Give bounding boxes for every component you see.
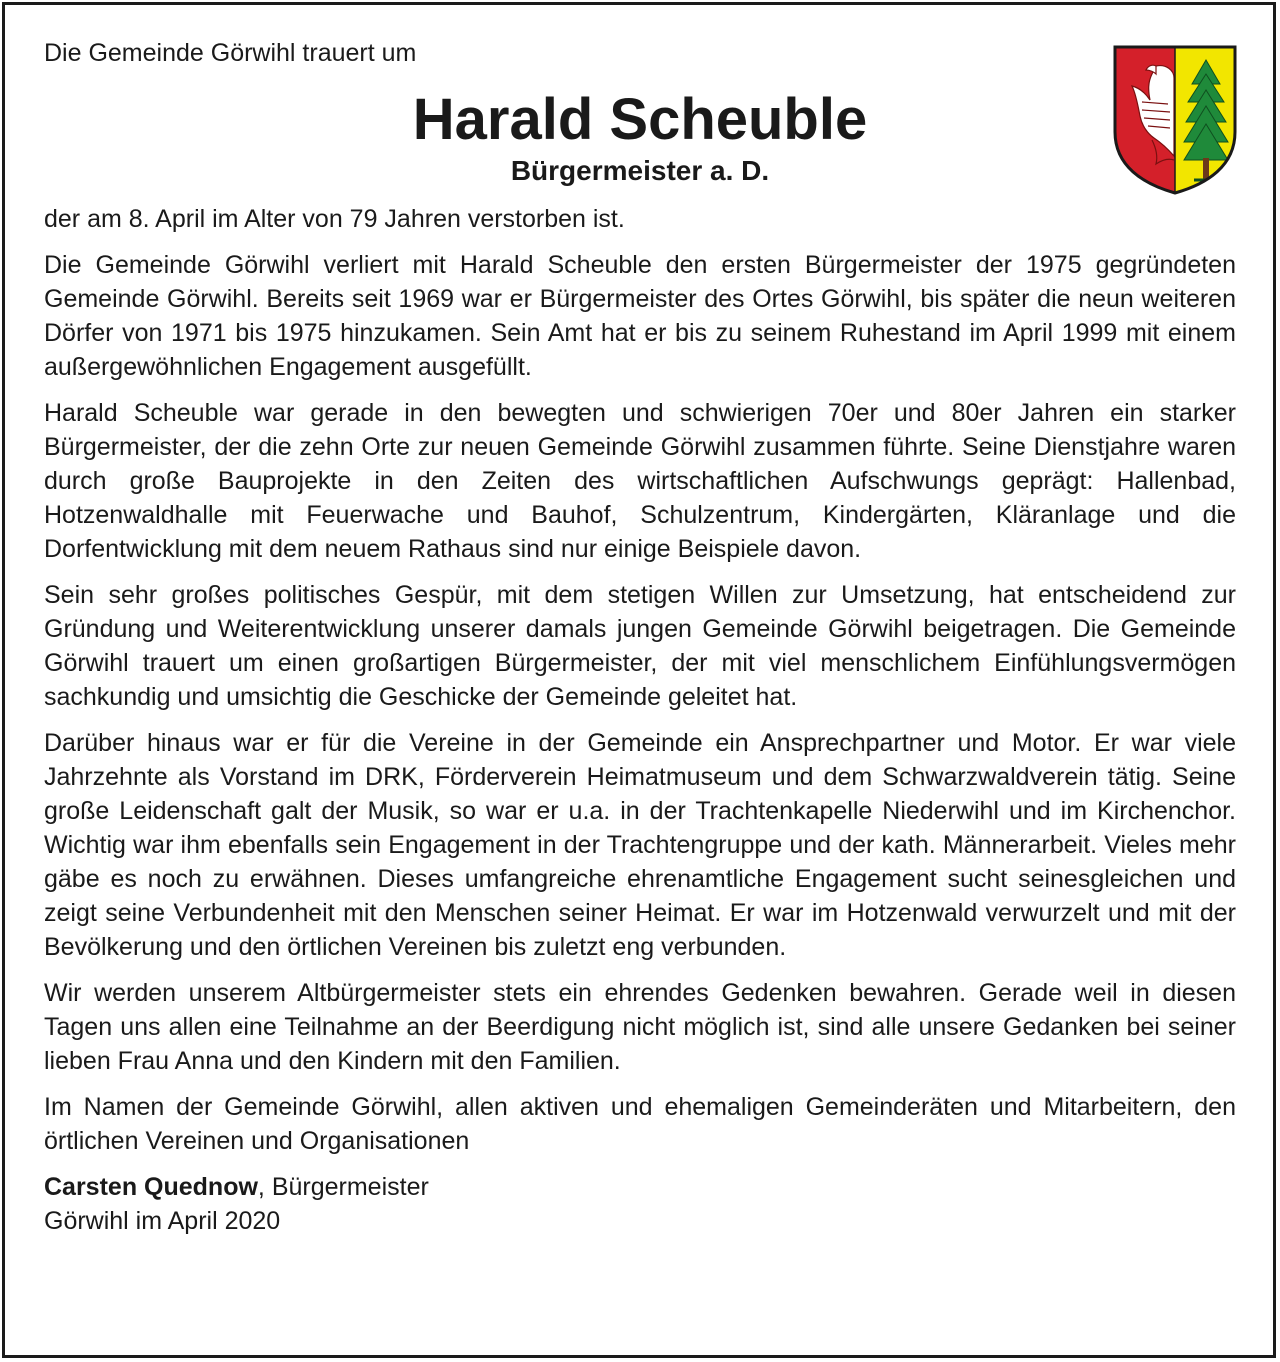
signature-block (44, 1170, 1236, 1238)
place-date: Görwihl im April 2020 (44, 1207, 281, 1235)
paragraph: Sein sehr großes politisches Gespür, mit dem stetigen Willen zur Umsetzung, hat entscheidend zur Gründung und Weiterentwicklung unserer damals jungen Gemeinde Görwihl beigetragen. Die Gemeinde Görwihl trauert um einen großartigen Bürgermeister, der mit viel menschlichem Einfühlungsvermögen sachkundig und umsichtig die Geschicke der Gemeinde geleitet hat. (44, 581, 1236, 711)
signer-title: , Bürgermeister (257, 1173, 429, 1201)
signer-name: Carsten Quednow (44, 1173, 258, 1201)
paragraph: Darüber hinaus war er für die Vereine in der Gemeinde ein Ansprechpartner und Motor. Er war viele Jahrzehnte als Vorstand im DRK, Förderverein Heimatmuseum und dem Schwarzwaldverein tätig. Seine große Leidenschaft galt der Musik, so war er u.a. in der Trachtenkapelle Niederwihl und im Kirchenchor. Wichtig war ihm ebenfalls sein Engagement in der Trachtengruppe und der kath. Männerarbeit. Vieles mehr gäbe es noch zu erwähnen. Dieses umfangreiche ehrenamtliche Engagement sucht seinesgleichen und zeigt seine Verbundenheit mit den Menschen seiner Heimat. Er war im Hotzenwald verwurzelt und mit der Bevölkerung und den örtlichen Vereinen bis zuletzt eng verbunden. (44, 729, 1236, 961)
paragraph: Wir werden unserem Altbürgermeister stets ein ehrendes Gedenken bewahren. Gerade weil in diesen Tagen uns allen eine Teilnahme an der Beerdigung nicht möglich ist, sind alle unsere Gedanken bei seiner lieben Frau Anna und den Kindern mit den Familien. (44, 979, 1236, 1075)
obituary-content (44, 36, 1236, 1238)
intro-text: Die Gemeinde Görwihl trauert um (44, 39, 417, 67)
signature-line (44, 1170, 1236, 1204)
paragraph: Im Namen der Gemeinde Görwihl, allen aktiven und ehemaligen Gemeinderäten und Mitarbeitern, den örtlichen Vereinen und Organisationen (44, 1093, 1236, 1155)
deceased-role: Bürgermeister a. D. (510, 155, 770, 186)
deceased-name: Harald Scheuble (412, 87, 868, 152)
paragraph: Die Gemeinde Görwihl verliert mit Harald Scheuble den ersten Bürgermeister der 1975 gegründeten Gemeinde Görwihl. Bereits seit 1969 war er Bürgermeister des Ortes Görwihl, bis später die neun weiteren Dörfer von 1971 bis 1975 hinzukamen. Sein Amt hat er bis zu seinem Ruhestand im April 1999 mit einem außergewöhnlichen Engagement ausgefüllt. (44, 251, 1236, 381)
paragraph: Harald Scheuble war gerade in den bewegten und schwierigen 70er und 80er Jahren ein starker Bürgermeister, der die zehn Orte zur neuen Gemeinde Görwihl zusammen führte. Seine Dienstjahre waren durch große Bauprojekte in den Zeiten des wirtschaftlichen Aufschwungs geprägt: Hallenbad, Hotzenwaldhalle mit Feuerwache und Bauhof, Schulzentrum, Kindergärten, Kläranlage und die Dorfentwicklung mit dem neuem Rathaus sind nur einige Beispiele davon. (44, 399, 1236, 563)
coat-of-arms-icon (1112, 44, 1238, 196)
death-notice: der am 8. April im Alter von 79 Jahren verstorben ist. (44, 205, 625, 233)
